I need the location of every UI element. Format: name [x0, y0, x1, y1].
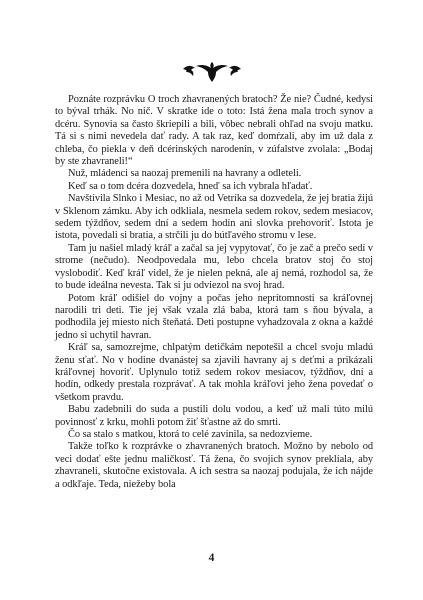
paragraph: Tam ju našiel mladý kráľ a začal sa jej vypytovať, čo je zač a prečo sedí v strome (nečudo). Neodpovedala mu, lebo chcela bratov stoj čo stoj vyslobodiť. Keď kráľ videl, že je nielen pekná, ale aj nemá, rozhodol sa, že to bude ideálna nevesta. Tak si ju odviezol na svoj hrad. — [55, 242, 373, 292]
paragraph: Potom kráľ odišiel do vojny a počas jeho neprítomnosti sa kráľovnej narodili tri deti. Tie jej však vzala zlá baba, ktorá tam s ňou bývala, a podhodila jej miesto nich šteňatá. Deti postupne vyhadzovala z okna a každé jedno si uchytil havran. — [55, 292, 373, 341]
page-number: 4 — [208, 552, 215, 564]
paragraph: Takže toľko k rozprávke o zhavranených bratoch. Možno by nebolo od veci dodať ešte jednu maličkosť. Tá žena, čo svojich synov preklíala, aby zhavraneli, skutočne existovala. A ich sestra sa naozaj podujala, že ich nájde a odkľaje. Teda, niežeby bola — [55, 441, 373, 490]
paragraph: Navštívila Slnko i Mesiac, no až od Vetríka sa dozvedela, že jej bratia žijú v Sklenom zámku. Aby ich odkliala, nesmela sedem rokov, sedem mesiacov, sedem týždňov, sedem dní a sedem hodín ani slovka prehovoriť. Istota je istota, povedali si bratia, a strčili ju do bútľavého stromu v lese. — [55, 193, 373, 242]
paragraph: Čo sa stalo s matkou, ktorá to celé zavinila, sa nedozvieme. — [68, 428, 313, 440]
paragraph: Keď sa o tom dcéra dozvedela, hneď sa ich vybrala hľadať. — [68, 180, 313, 192]
paragraph: Kráľ sa, samozrejme, chlpatým detičkám nepotešil a chcel svoju mladú ženu sťať. No v hodine dvanástej sa zjavili havrany aj s deťmi a prikázali kráľovnej hovoriť. Uplynulo totiž sedem rokov mesiacov, týždňov, dní a hodín, odkedy prestala rozprávať. A tak mohla kráľovi jeho žena povedať o všetkom pravdu. — [55, 342, 373, 403]
paragraph: Poznáte rozprávku O troch zhavranených bratoch? Že nie? Čudné, kedysi to býval trhák. No nič. V skratke ide o toto: Istá žena mala troch synov a dcéru. Synovia sa často škriepili a bili, vôbec nebrali ohľad na svoju matku. Tá si s nimi nevedela dať rady. A tak raz, keď domŕzali, aby im už dala z chleba, čo piekla v deň dcérinských narodenín, v zúfalstve zvolala: „Bodaj by ste zhavraneli!“ — [55, 94, 373, 168]
bird-ornament-icon — [181, 60, 243, 84]
paragraph: Nuž, mládenci sa naozaj premenili na havrany a odleteli. — [68, 168, 302, 180]
paragraph: Babu zadebnili do suda a pustili dolu vodou, a keď už mali túto milú povinnosť z krku, mohli potom žiť šťastne až do smrti. — [55, 404, 373, 428]
story-text — [55, 94, 373, 491]
